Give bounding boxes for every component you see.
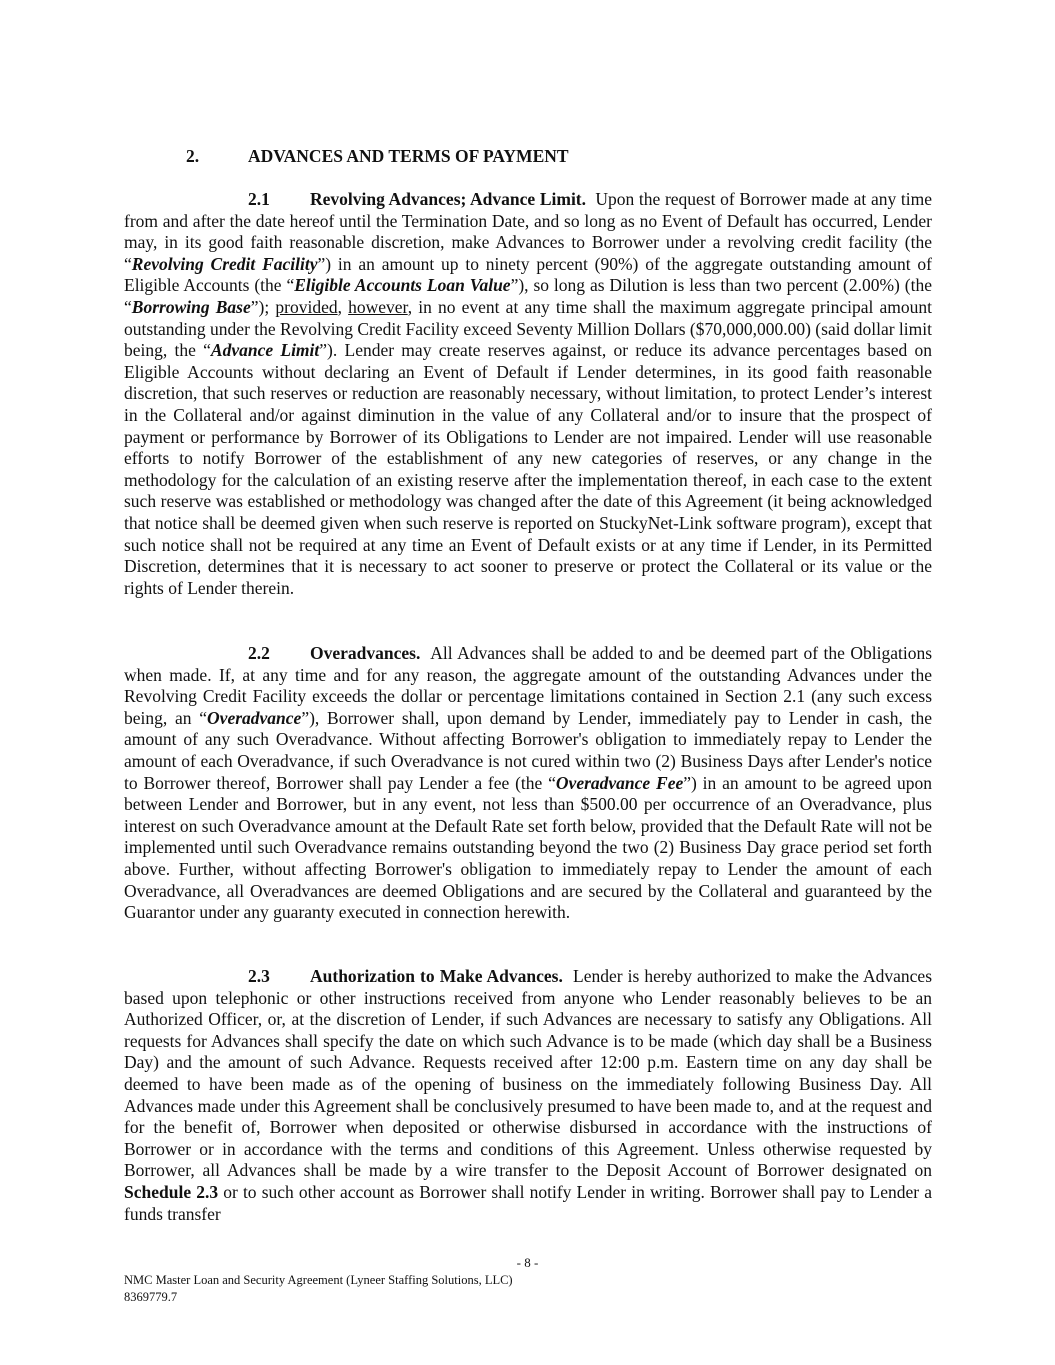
section-2-1-text: ”), so long as Dilution is less than two percent (2.00%) (the “ <box>124 275 932 317</box>
footer-document-id: 8369779.7 <box>124 1290 178 1304</box>
section-2-1-text: ”). Lender may create reserves against, or reduce its advance percentages based on Eligible Accounts without declaring an Event of Default if Lender determines, in its good faith reasonable discretion, that such reserves or reduction are reasonably necessary, without limitation, to protect Lender’s interest in the Collateral and/or against diminution in the value of any Collateral and/or to insure that the prospect of payment or performance by Borrower of its Obligations to Lender are not impaired. Lender will use reasonable efforts to notify Borrower of the establishment of any new categories of reserves, or any change in the methodology for the calculation of an existing reserve after the implementation thereof, in each case to the extent such reserve was established or methodology was changed after the date of this Agreement (it being acknowledged that notice shall be deemed given when such reserve is reported on StuckyNet-Link software program), except that such notice shall not be required at any time an Event of Default exists or at any time if Lender, in its Permitted Discretion, determines that it is necessary to act sooner to preserve or protect the Collateral or its value or the rights of Lender therein. <box>124 340 932 598</box>
defined-term-eligible-accounts-loan-value: Eligible Accounts Loan Value <box>294 275 511 296</box>
section-2-2-number: 2.2 <box>248 643 270 663</box>
defined-term-borrowing-base: Borrowing Base <box>131 296 251 317</box>
defined-term-advance-limit: Advance Limit <box>210 340 320 361</box>
section-2-1-text: Upon the request of Borrower made at any time from and after the date hereof until the Termination Date, and so long as no Event of Default has occurred, Lender may, in its good faith reasonable discretion, make Advances to Borrower under a revolving credit facility (the “ <box>124 189 932 274</box>
section-2-2-text: ”), Borrower shall, upon demand by Lender, immediately pay to Lender in cash, the amount of any such Overadvance. Without affecting Borrower's obligation to immediately repay to Lender the amount of each Overadvance, if such Overadvance is not cured within two (2) Business Days after Lender's notice to Borrower thereof, Borrower shall pay Lender a fee (the “ <box>124 707 932 793</box>
article-number: 2. <box>186 146 200 166</box>
defined-term-revolving-credit-facility: Revolving Credit Facility <box>131 253 318 274</box>
footer-document-title: NMC Master Loan and Security Agreement (Lyneer Staffing Solutions, LLC) <box>124 1273 513 1287</box>
section-2-3-title: Authorization to Make Advances. <box>310 966 563 986</box>
article-heading <box>186 146 569 167</box>
section-2-3-text: Lender is hereby authorized to make the Advances based upon telephonic or other instructions received from anyone who Lender reasonably believes to be an Authorized Officer, or, at the discretion of Lender, if such Advances are necessary to satisfy any Obligations. All requests for Advances shall specify the date on which such Advance is to be made (which day shall be a Business Day) and the amount of such Advance. Requests received after 12:00 p.m. Eastern time on any day shall be deemed to have been made as of the opening of business on the immediately following Business Day. All Advances made under this Agreement shall be conclusively presumed to have been made to, and at the request and for the benefit of, Borrower when deposited or otherwise disbursed in accordance with the instructions of Borrower or in accordance with the terms and conditions of this Agreement. Unless otherwise requested by Borrower, all Advances shall be made by a wire transfer to the Deposit Account of Borrower designated on <box>124 966 933 1181</box>
section-2-1-paragraph <box>124 189 932 599</box>
defined-term-overadvance: Overadvance <box>207 707 302 728</box>
section-2-3-number: 2.3 <box>248 966 270 986</box>
section-2-1-text: ”) in an amount up to ninety percent (90%) of the aggregate outstanding amount of Eligible Accounts (the “ <box>124 253 933 296</box>
section-2-1-text: , <box>337 296 349 317</box>
section-2-1-title: Revolving Advances; Advance Limit. <box>310 189 587 209</box>
section-2-3-paragraph <box>124 966 932 1225</box>
schedule-reference: Schedule 2.3 <box>124 1181 219 1202</box>
section-2-1-text: ”); <box>250 296 276 317</box>
defined-term-overadvance-fee: Overadvance Fee <box>555 772 684 793</box>
section-2-2-paragraph <box>124 643 932 924</box>
section-2-2-text: ”) in an amount to be agreed upon between Lender and Borrower, but in any event, not less than $500.00 per occurrence of an Overadvance, plus interest on such Overadvance amount at the Default Rate set forth below, provided that the Default Rate will not be implemented until such Overadvance remains outstanding beyond the two (2) Business Day grace period set forth above. Further, without affecting Borrower's obligation to immediately repay to Lender the amount of each Overadvance, all Overadvances are deemed Obligations and are secured by the Collateral and guaranteed by the Guarantor under any guaranty executed in connection herewith. <box>124 772 933 923</box>
section-2-1-text: , in no event at any time shall the maximum aggregate principal amount outstanding under the Revolving Credit Facility exceed Seventy Million Dollars ($70,000,000.00) (said dollar limit being, the “ <box>124 296 933 361</box>
section-2-2-text: All Advances shall be added to and be deemed part of the Obligations when made. If, at any time and for any reason, the aggregate amount of the outstanding Advances under the Revolving Credit Facility exceeds the dollar or percentage limitations contained in Section 2.1 (any such excess being, an “ <box>124 643 933 728</box>
section-2-1-number: 2.1 <box>248 189 270 209</box>
underlined-provided: provided <box>275 296 338 317</box>
page-number: - 8 - <box>516 1255 539 1270</box>
section-2-2-title: Overadvances. <box>310 643 421 663</box>
underlined-however: however <box>348 296 408 317</box>
article-title: ADVANCES AND TERMS OF PAYMENT <box>248 146 569 166</box>
section-2-3-text: or to such other account as Borrower shall notify Lender in writing. Borrower shall pay to Lender a funds transfer <box>124 1181 932 1224</box>
